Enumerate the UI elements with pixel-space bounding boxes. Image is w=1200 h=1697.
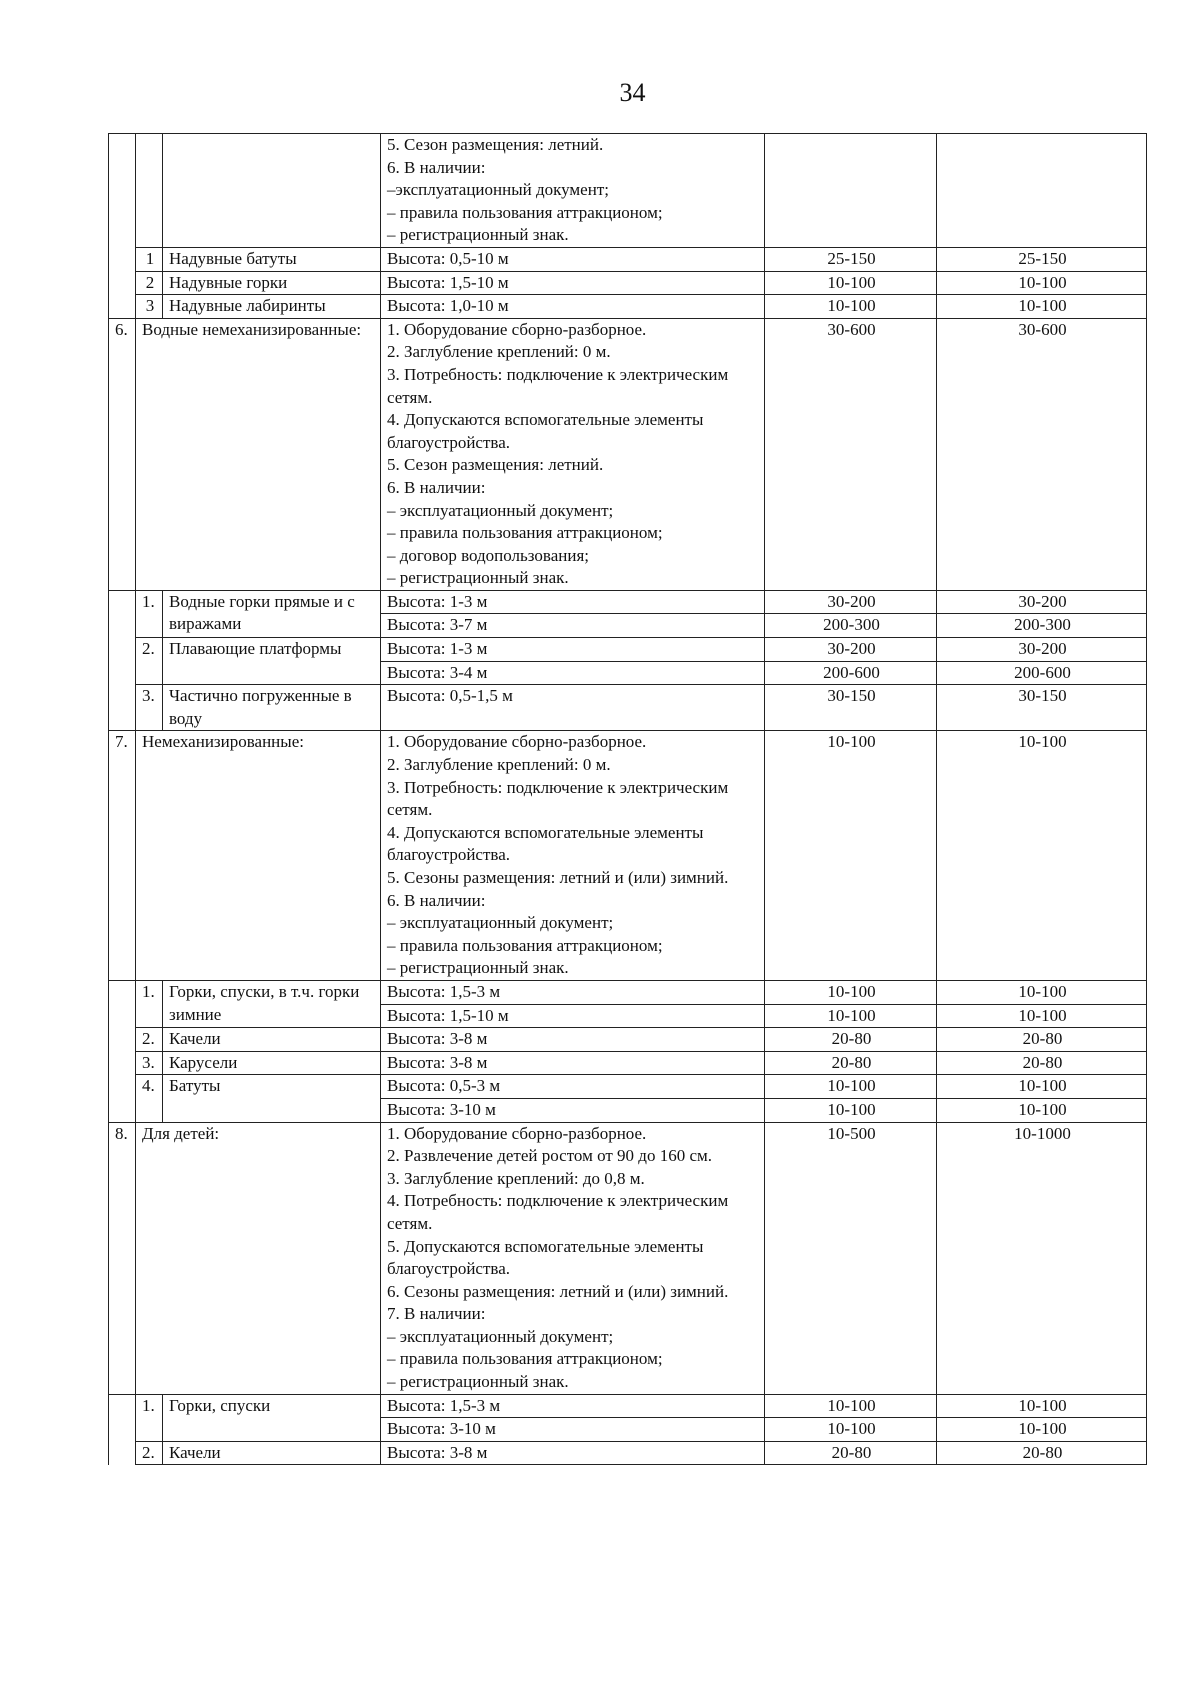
spec-cell: Высота: 1,5-10 м (381, 271, 765, 295)
table-row (109, 295, 1147, 319)
value-b-cell (937, 134, 1147, 248)
subnum-cell: 2. (136, 1441, 163, 1465)
requirement-item: 6. Сезоны размещения: летний и (или) зимний. (387, 1281, 729, 1301)
requirement-item: 4. Допускаются вспомогательные элементы благоустройства. (387, 410, 704, 452)
num-cell (109, 638, 136, 685)
value-b-cell: 30-600 (937, 318, 1147, 590)
requirement-item: 1. Оборудование сборно-разборное. (387, 1123, 647, 1143)
requirements-list (387, 1123, 760, 1394)
value-b-cell: 200-300 (937, 614, 1147, 638)
value-a-cell: 20-80 (765, 1441, 937, 1465)
subnum-cell: 2. (136, 1028, 163, 1052)
table-row (109, 685, 1147, 731)
value-b-cell: 10-100 (937, 1075, 1147, 1099)
spec-cell: Высота: 1-3 м (381, 638, 765, 662)
value-a-cell: 10-100 (765, 1004, 937, 1028)
spec-cell: Высота: 0,5-10 м (381, 247, 765, 271)
document-item: –эксплуатационный документ; (387, 180, 609, 200)
document-item: – эксплуатационный документ; (387, 500, 614, 520)
num-cell (109, 685, 136, 731)
value-a-cell: 10-100 (765, 731, 937, 981)
value-a-cell: 200-300 (765, 614, 937, 638)
value-b-cell: 10-100 (937, 1004, 1147, 1028)
spec-cell: Высота: 3-4 м (381, 661, 765, 685)
requirements-list (387, 319, 760, 590)
document-item: – эксплуатационный документ; (387, 1326, 614, 1346)
spec-cell: Высота: 1,5-3 м (381, 1394, 765, 1418)
value-a-cell: 10-100 (765, 1394, 937, 1418)
subnum-cell: 1. (136, 590, 163, 637)
requirement-item: 5. Сезоны размещения: летний и (или) зимний. (387, 868, 729, 887)
subnum-cell: 4. (136, 1075, 163, 1122)
value-a-cell: 10-100 (765, 1075, 937, 1099)
value-a-cell: 10-100 (765, 271, 937, 295)
requirement-item: 3. Потребность: подключение к электрическим сетям. (387, 777, 729, 820)
num-cell (109, 271, 136, 295)
section-row (109, 731, 1147, 981)
document-item: – регистрационный знак. (387, 958, 569, 978)
value-b-cell: 30-200 (937, 638, 1147, 662)
name-cell: Батуты (163, 1075, 381, 1122)
spec-cell: Высота: 1,5-10 м (381, 1004, 765, 1028)
subnum-cell (136, 134, 163, 248)
name-cell: Качели (163, 1028, 381, 1052)
subnum-cell: 2 (136, 271, 163, 295)
name-cell: Надувные лабиринты (163, 295, 381, 319)
requirements-list (387, 731, 760, 980)
value-a-cell: 30-200 (765, 590, 937, 614)
value-b-cell: 10-100 (937, 295, 1147, 319)
value-a-cell: 200-600 (765, 661, 937, 685)
section-number: 7. (109, 731, 136, 981)
table-row (109, 590, 1147, 614)
spec-cell: Высота: 3-8 м (381, 1028, 765, 1052)
name-cell: Плавающие платформы (163, 638, 381, 685)
subnum-cell: 1. (136, 980, 163, 1027)
subnum-cell: 3. (136, 685, 163, 731)
requirement-item: 3. Потребность: подключение к электрическим сетям. (387, 364, 729, 407)
value-b-cell: 20-80 (937, 1441, 1147, 1465)
subnum-cell: 3 (136, 295, 163, 319)
num-cell (109, 1051, 136, 1075)
value-b-cell: 10-100 (937, 980, 1147, 1004)
requirement-item: 5. Допускаются вспомогательные элементы благоустройства. (387, 1236, 704, 1279)
table-row (109, 247, 1147, 271)
requirement-item: 6. В наличии: (387, 157, 486, 177)
num-cell (109, 980, 136, 1027)
document-item: – правила пользования аттракционом; (387, 935, 663, 955)
requirement-item: 2. Развлечение детей ростом от 90 до 160 см. (387, 1146, 712, 1166)
document-item: – регистрационный знак. (387, 1372, 569, 1392)
spec-cell: Высота: 3-8 м (381, 1441, 765, 1465)
num-cell (109, 134, 136, 248)
table-row (109, 1394, 1147, 1418)
attractions-table (108, 133, 1147, 1465)
table-row (109, 134, 1147, 248)
requirement-item: 6. В наличии: (387, 477, 486, 497)
requirement-item: 4. Допускаются вспомогательные элементы благоустройства. (387, 822, 704, 865)
requirement-item: 5. Сезон размещения: летний. (387, 455, 604, 475)
document-item: – регистрационный знак. (387, 225, 569, 245)
table-row (109, 1051, 1147, 1075)
num-cell (109, 1394, 136, 1441)
value-a-cell: 10-100 (765, 295, 937, 319)
section-row (109, 1122, 1147, 1394)
section-row (109, 318, 1147, 590)
table-row (109, 1441, 1147, 1465)
section-title: Для детей: (136, 1122, 381, 1394)
spec-cell: Высота: 0,5-1,5 м (381, 685, 765, 731)
value-b-cell: 10-100 (937, 1098, 1147, 1122)
value-b-cell: 10-1000 (937, 1122, 1147, 1394)
value-b-cell: 10-100 (937, 731, 1147, 981)
section-number: 8. (109, 1122, 136, 1394)
table-row (109, 271, 1147, 295)
spec-cell: Высота: 1-3 м (381, 590, 765, 614)
subnum-cell: 1 (136, 247, 163, 271)
document-item: – регистрационный знак. (387, 568, 569, 588)
name-cell: Надувные горки (163, 271, 381, 295)
requirements-list (387, 134, 760, 247)
section-title: Немеханизированные: (136, 731, 381, 981)
spec-cell (381, 318, 765, 590)
document-item: – правила пользования аттракционом; (387, 523, 663, 543)
num-cell (109, 247, 136, 271)
spec-cell: Высота: 3-10 м (381, 1098, 765, 1122)
requirement-item: 1. Оборудование сборно-разборное. (387, 319, 647, 339)
requirement-item: 2. Заглубление креплений: 0 м. (387, 342, 611, 362)
num-cell (109, 590, 136, 637)
name-cell: Водные горки прямые и с виражами (163, 590, 381, 637)
value-a-cell: 30-200 (765, 638, 937, 662)
value-a-cell: 10-100 (765, 1418, 937, 1442)
name-cell: Надувные батуты (163, 247, 381, 271)
table-row (109, 1075, 1147, 1099)
table-row (109, 638, 1147, 662)
spec-cell (381, 134, 765, 248)
value-a-cell: 25-150 (765, 247, 937, 271)
value-a-cell (765, 134, 937, 248)
value-a-cell: 30-600 (765, 318, 937, 590)
page-number: 34 (619, 78, 646, 107)
document-item: – правила пользования аттракционом; (387, 1349, 663, 1369)
name-cell: Горки, спуски (163, 1394, 381, 1441)
value-a-cell: 20-80 (765, 1051, 937, 1075)
value-b-cell: 200-600 (937, 661, 1147, 685)
table-row (109, 980, 1147, 1004)
document-item: – договор водопользования; (387, 545, 589, 565)
requirement-item: 1. Оборудование сборно-разборное. (387, 732, 647, 752)
value-b-cell: 10-100 (937, 1394, 1147, 1418)
spec-cell: Высота: 3-8 м (381, 1051, 765, 1075)
requirement-item: 4. Потребность: подключение к электрическим сетям. (387, 1191, 729, 1233)
name-cell: Карусели (163, 1051, 381, 1075)
name-cell: Качели (163, 1441, 381, 1465)
subnum-cell: 2. (136, 638, 163, 685)
spec-cell: Высота: 0,5-3 м (381, 1075, 765, 1099)
value-a-cell: 30-150 (765, 685, 937, 731)
value-a-cell: 10-500 (765, 1122, 937, 1394)
num-cell (109, 1441, 136, 1465)
section-number: 6. (109, 318, 136, 590)
value-a-cell: 10-100 (765, 1098, 937, 1122)
requirement-item: 6. В наличии: (387, 890, 486, 910)
value-b-cell: 30-200 (937, 590, 1147, 614)
subnum-cell: 1. (136, 1394, 163, 1441)
value-b-cell: 25-150 (937, 247, 1147, 271)
spec-cell: Высота: 3-10 м (381, 1418, 765, 1442)
num-cell (109, 1028, 136, 1052)
num-cell (109, 1075, 136, 1122)
value-b-cell: 10-100 (937, 271, 1147, 295)
value-b-cell: 20-80 (937, 1028, 1147, 1052)
spec-cell (381, 731, 765, 981)
document-item: – правила пользования аттракционом; (387, 202, 663, 222)
table-row (109, 1028, 1147, 1052)
requirement-item: 2. Заглубление креплений: 0 м. (387, 755, 611, 775)
value-b-cell: 10-100 (937, 1418, 1147, 1442)
spec-cell: Высота: 3-7 м (381, 614, 765, 638)
value-b-cell: 20-80 (937, 1051, 1147, 1075)
spec-cell (381, 1122, 765, 1394)
name-cell: Горки, спуски, в т.ч. горки зимние (163, 980, 381, 1027)
spec-cell: Высота: 1,5-3 м (381, 980, 765, 1004)
num-cell (109, 295, 136, 319)
spec-cell: Высота: 1,0-10 м (381, 295, 765, 319)
subnum-cell: 3. (136, 1051, 163, 1075)
name-cell: Частично погруженные в воду (163, 685, 381, 731)
name-cell (163, 134, 381, 248)
document-item: – эксплуатационный документ; (387, 913, 614, 933)
value-a-cell: 10-100 (765, 980, 937, 1004)
value-a-cell: 20-80 (765, 1028, 937, 1052)
requirement-item: 5. Сезон размещения: летний. (387, 135, 604, 154)
value-b-cell: 30-150 (937, 685, 1147, 731)
section-title: Водные немеханизированные: (136, 318, 381, 590)
requirement-item: 3. Заглубление креплений: до 0,8 м. (387, 1168, 645, 1188)
requirement-item: 7. В наличии: (387, 1304, 486, 1324)
